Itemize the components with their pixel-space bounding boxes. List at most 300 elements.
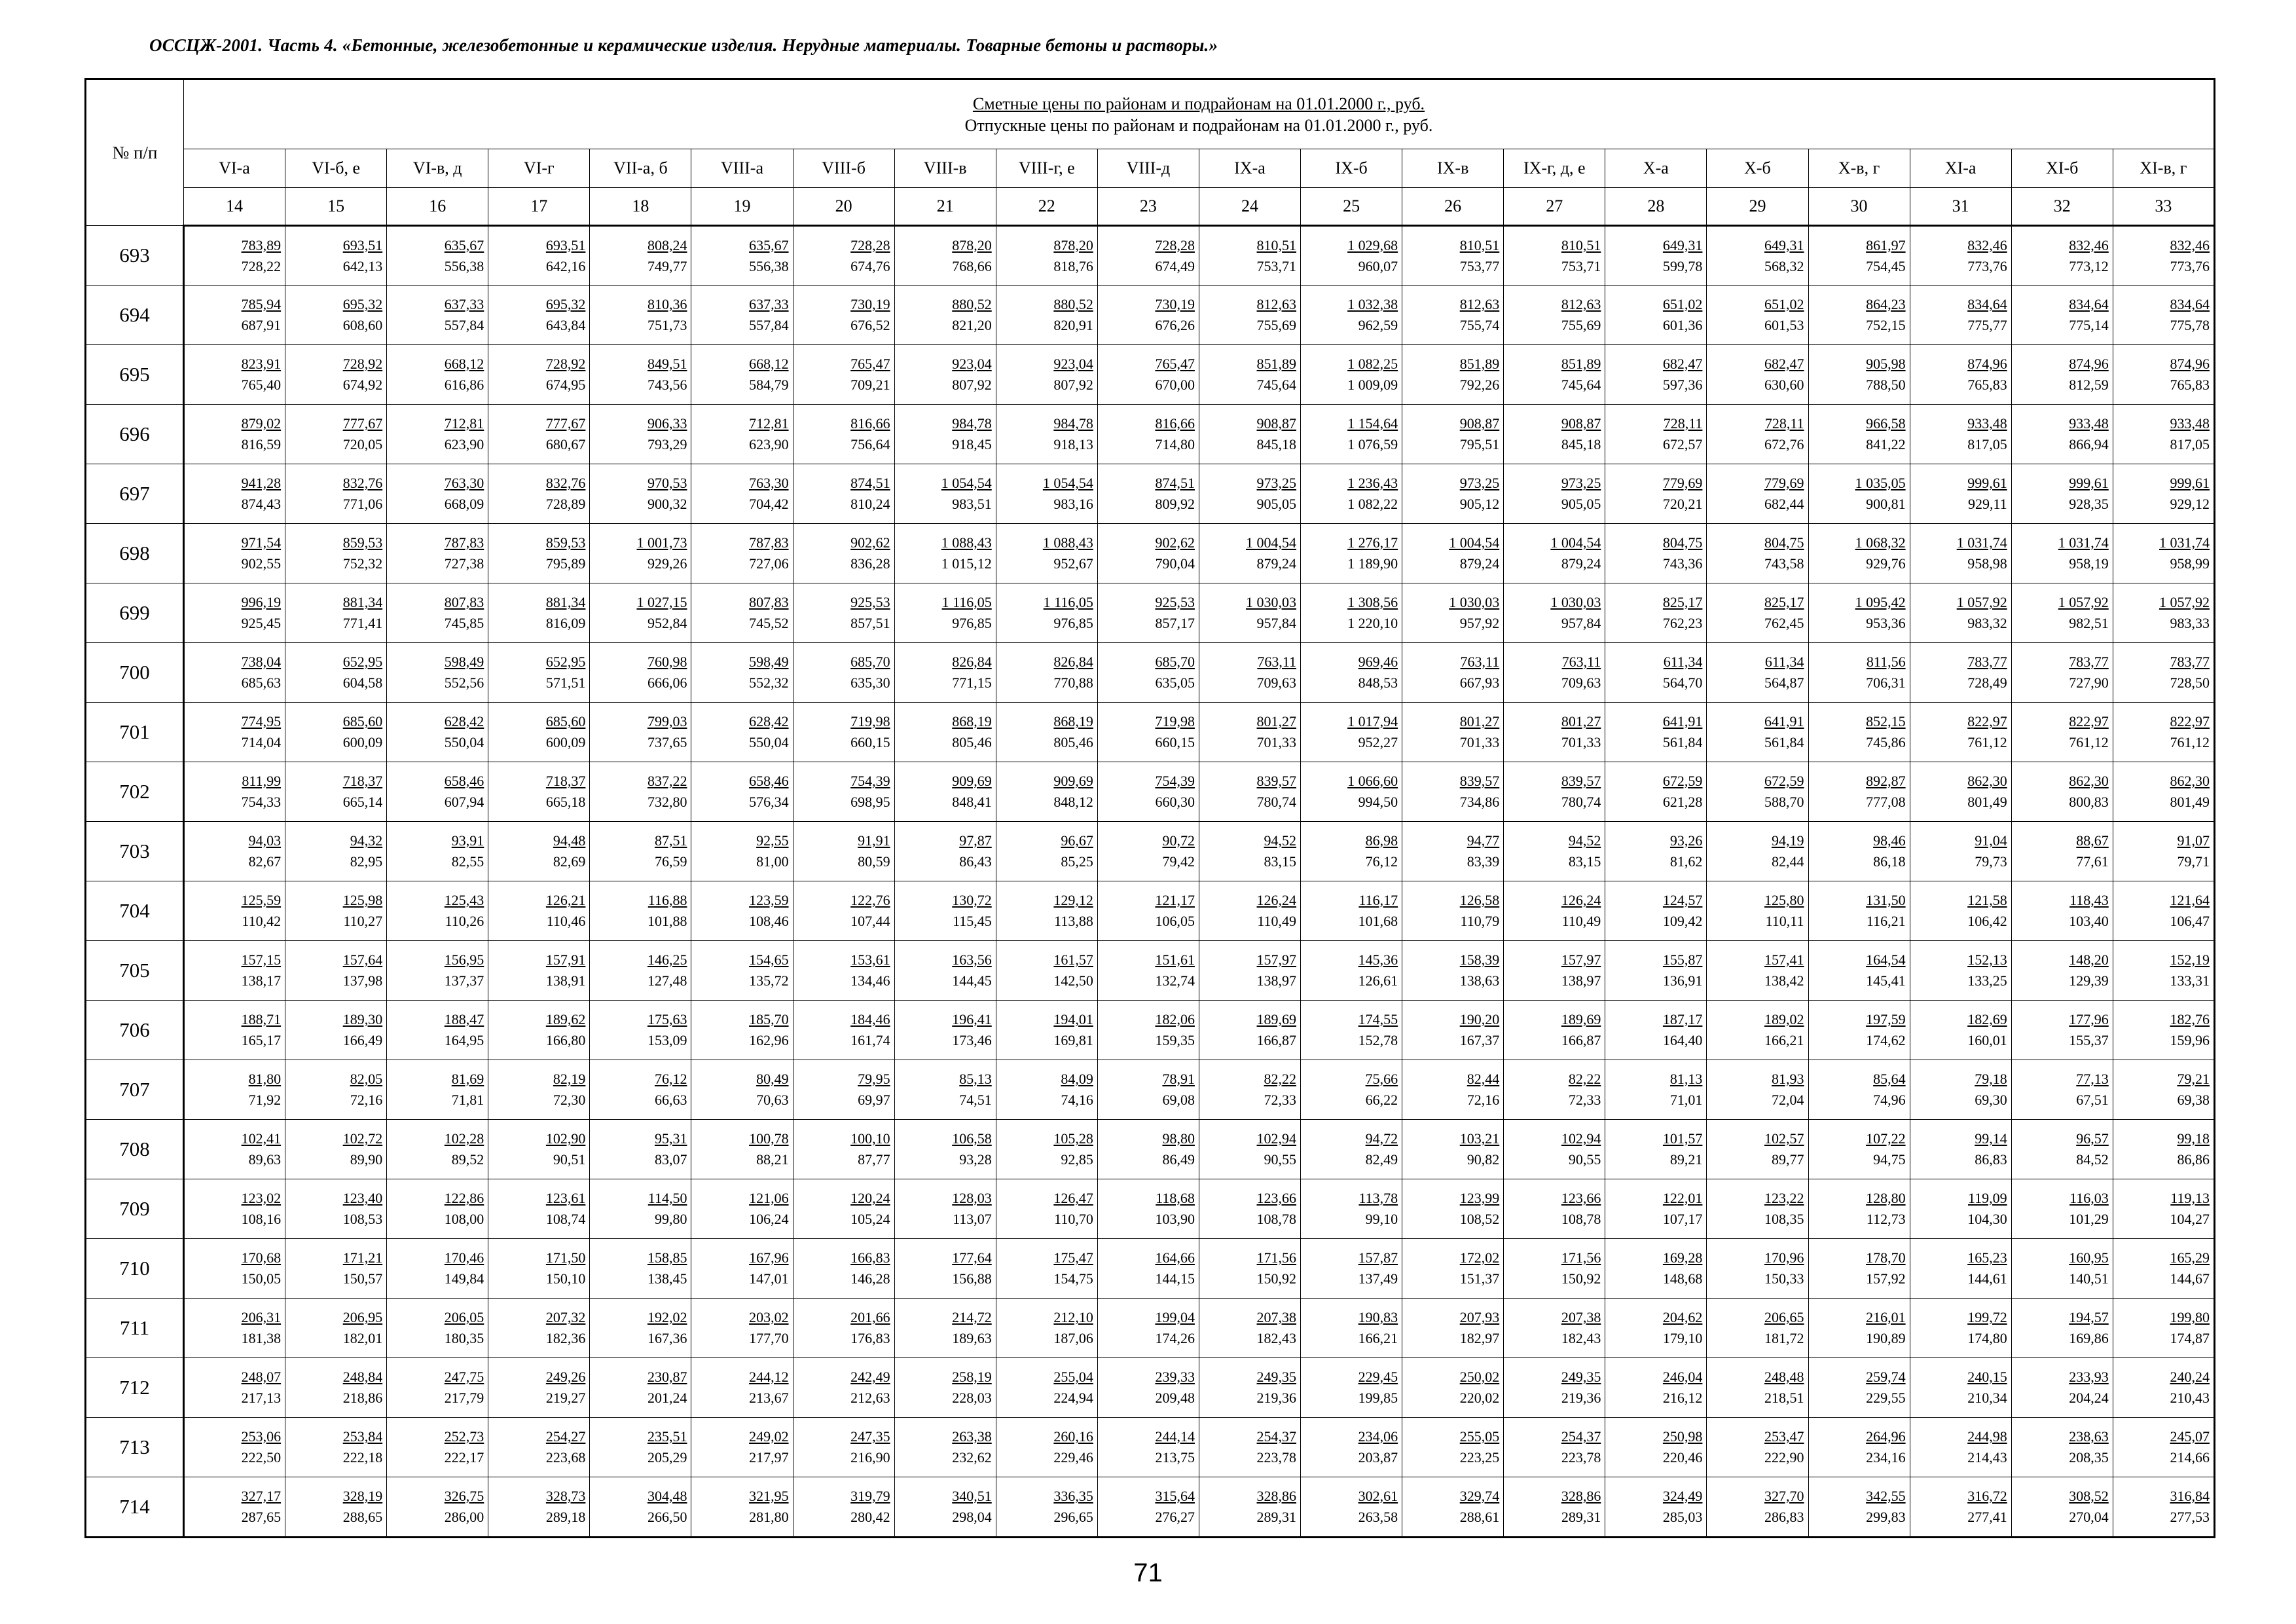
wholesale-price: 1 076,59 [1347, 436, 1398, 452]
price-cell [387, 1239, 488, 1299]
wholesale-price: 288,65 [342, 1509, 383, 1525]
price-cell [1504, 405, 1605, 464]
estimated-price: 832,76 [545, 475, 586, 491]
price-cell [488, 1001, 590, 1060]
price-cell [1707, 822, 1808, 881]
estimated-price: 178,70 [1866, 1249, 1906, 1266]
price-cell [387, 345, 488, 405]
price-cell [1808, 941, 1910, 1001]
price-cell [691, 1418, 793, 1477]
price-cell [1097, 881, 1199, 941]
wholesale-price: 820,91 [1053, 317, 1093, 333]
wholesale-price: 174,62 [1866, 1032, 1906, 1048]
wholesale-price: 76,12 [1365, 853, 1398, 870]
wholesale-price: 89,21 [1669, 1151, 1703, 1168]
wholesale-price: 90,82 [1467, 1151, 1500, 1168]
price-cell [1199, 941, 1300, 1001]
price-cell [285, 464, 387, 524]
wholesale-price: 107,17 [1662, 1211, 1703, 1227]
wholesale-price: 299,83 [1866, 1509, 1906, 1525]
price-cell [894, 524, 996, 583]
estimated-price: 861,97 [1866, 236, 1906, 253]
wholesale-price: 137,37 [444, 972, 484, 989]
wholesale-price: 89,90 [350, 1151, 383, 1168]
price-cell [2011, 643, 2113, 703]
price-cell [387, 703, 488, 762]
estimated-price: 169,28 [1662, 1249, 1703, 1266]
estimated-price: 240,24 [2170, 1369, 2210, 1385]
region-header-row [86, 149, 2215, 188]
estimated-price: 999,61 [2170, 475, 2210, 491]
wholesale-price: 994,50 [1358, 794, 1398, 810]
wholesale-price: 660,15 [1155, 734, 1195, 750]
price-cell [996, 405, 1097, 464]
price-cell [691, 1299, 793, 1358]
estimated-price: 685,70 [850, 654, 890, 670]
wholesale-price: 142,50 [1053, 972, 1093, 989]
estimated-price: 81,93 [1772, 1071, 1804, 1087]
wholesale-price: 155,37 [2069, 1032, 2109, 1048]
estimated-price: 189,69 [1561, 1011, 1601, 1027]
wholesale-price: 144,67 [2170, 1270, 2210, 1287]
price-cell [1504, 286, 1605, 345]
estimated-price: 839,57 [1459, 773, 1500, 789]
wholesale-price: 289,31 [1256, 1509, 1297, 1525]
wholesale-price: 770,88 [1053, 674, 1093, 691]
wholesale-price: 161,74 [850, 1032, 890, 1048]
price-cell [285, 1001, 387, 1060]
estimated-price: 116,17 [1358, 892, 1398, 908]
price-cell [1910, 1179, 2011, 1239]
estimated-price: 851,89 [1561, 356, 1601, 372]
table-row [86, 345, 2215, 405]
estimated-price: 826,84 [952, 654, 992, 670]
estimated-price: 192,02 [647, 1309, 687, 1325]
wholesale-price: 140,51 [2069, 1270, 2109, 1287]
price-cell [1097, 1060, 1199, 1120]
price-cell [1402, 941, 1504, 1001]
price-cell [1097, 703, 1199, 762]
price-cell [1910, 1418, 2011, 1477]
wholesale-price: 106,42 [1967, 913, 2007, 929]
wholesale-price: 72,04 [1772, 1092, 1804, 1108]
price-cell [1707, 1239, 1808, 1299]
price-cell [1707, 464, 1808, 524]
price-cell [1707, 643, 1808, 703]
wholesale-price: 159,96 [2170, 1032, 2210, 1048]
wholesale-price: 66,63 [654, 1092, 687, 1108]
estimated-price: 128,80 [1866, 1190, 1906, 1206]
estimated-price: 695,32 [342, 296, 383, 312]
estimated-price: 188,71 [241, 1011, 282, 1027]
wholesale-price: 743,58 [1764, 555, 1804, 572]
wholesale-price: 106,05 [1155, 913, 1195, 929]
price-cell [1199, 703, 1300, 762]
wholesale-price: 793,29 [647, 436, 687, 452]
price-cell [1910, 881, 2011, 941]
wholesale-price: 110,70 [1054, 1211, 1093, 1227]
price-cell [285, 524, 387, 583]
price-cell [488, 1179, 590, 1239]
estimated-price: 971,54 [241, 534, 282, 551]
estimated-price: 859,53 [545, 534, 586, 551]
wholesale-price: 962,59 [1358, 317, 1398, 333]
region-header: XI-а [1910, 149, 2011, 188]
price-cell [894, 464, 996, 524]
estimated-price: 1 057,92 [2159, 594, 2210, 610]
price-cell [1504, 1299, 1605, 1358]
estimated-price: 126,24 [1256, 892, 1297, 908]
estimated-price: 823,91 [241, 356, 282, 372]
estimated-price: 635,67 [444, 236, 484, 253]
wholesale-price: 720,05 [342, 436, 383, 452]
region-header: VI-г [488, 149, 590, 188]
estimated-price: 116,88 [647, 892, 687, 908]
estimated-price: 969,46 [1358, 654, 1398, 670]
wholesale-price: 857,17 [1155, 615, 1195, 631]
estimated-price: 611,34 [1663, 654, 1703, 670]
wholesale-price: 879,24 [1459, 555, 1500, 572]
wholesale-price: 147,01 [749, 1270, 789, 1287]
wholesale-price: 110,27 [343, 913, 383, 929]
wholesale-price: 753,71 [1256, 257, 1297, 274]
price-cell [387, 1120, 488, 1179]
price-cell [2113, 524, 2214, 583]
estimated-price: 327,17 [241, 1488, 282, 1504]
price-cell [285, 1418, 387, 1477]
estimated-price: 807,83 [444, 594, 484, 610]
wholesale-price: 72,33 [1264, 1092, 1297, 1108]
estimated-price: 91,04 [1975, 832, 2007, 849]
wholesale-price: 801,49 [2170, 794, 2210, 810]
wholesale-price: 698,95 [850, 794, 890, 810]
wholesale-price: 561,84 [1764, 734, 1804, 750]
estimated-price: 204,62 [1662, 1309, 1703, 1325]
price-cell [691, 524, 793, 583]
price-cell [1910, 583, 2011, 643]
estimated-price: 651,02 [1764, 296, 1804, 312]
price-cell [590, 226, 691, 286]
estimated-price: 839,57 [1561, 773, 1601, 789]
price-cell [1707, 762, 1808, 822]
wholesale-price: 83,15 [1568, 853, 1601, 870]
estimated-price: 121,58 [1967, 892, 2007, 908]
price-cell [1605, 1358, 1707, 1418]
price-cell [1199, 822, 1300, 881]
estimated-price: 1 276,17 [1347, 534, 1398, 551]
price-cell [1199, 226, 1300, 286]
wholesale-price: 866,94 [2069, 436, 2109, 452]
wholesale-price: 709,63 [1256, 674, 1297, 691]
estimated-price: 252,73 [444, 1428, 484, 1445]
estimated-price: 874,96 [1967, 356, 2007, 372]
price-cell [1301, 464, 1402, 524]
price-cell [184, 1120, 285, 1179]
estimated-price: 906,33 [647, 415, 687, 432]
wholesale-price: 105,24 [850, 1211, 890, 1227]
estimated-price: 321,95 [749, 1488, 789, 1504]
wholesale-price: 72,16 [350, 1092, 383, 1108]
price-cell [894, 762, 996, 822]
price-cell [894, 286, 996, 345]
wholesale-price: 709,21 [850, 377, 890, 393]
price-cell [1707, 524, 1808, 583]
estimated-price: 172,02 [1459, 1249, 1500, 1266]
estimated-price: 973,25 [1561, 475, 1601, 491]
estimated-price: 799,03 [647, 713, 687, 729]
estimated-price: 107,22 [1866, 1130, 1906, 1147]
wholesale-price: 674,92 [342, 377, 383, 393]
wholesale-price: 110,49 [1257, 913, 1297, 929]
wholesale-price: 780,74 [1256, 794, 1297, 810]
region-header: VI-а [184, 149, 285, 188]
price-cell [2113, 1060, 2214, 1120]
price-cell [488, 226, 590, 286]
wholesale-price: 126,61 [1358, 972, 1398, 989]
estimated-price: 834,64 [1967, 296, 2007, 312]
price-cell [996, 1120, 1097, 1179]
table-row [86, 762, 2215, 822]
wholesale-price: 845,18 [1561, 436, 1601, 452]
estimated-price: 637,33 [749, 296, 789, 312]
estimated-price: 682,47 [1662, 356, 1703, 372]
estimated-price: 1 057,92 [1956, 594, 2007, 610]
price-cell [590, 464, 691, 524]
wholesale-price: 732,80 [647, 794, 687, 810]
estimated-price: 1 054,54 [941, 475, 992, 491]
price-cell [184, 643, 285, 703]
estimated-price: 641,91 [1662, 713, 1703, 729]
wholesale-price: 1 220,10 [1347, 615, 1398, 631]
wholesale-price: 752,32 [342, 555, 383, 572]
price-cell [1504, 1239, 1605, 1299]
estimated-price: 672,59 [1764, 773, 1804, 789]
wholesale-price: 69,97 [858, 1092, 890, 1108]
estimated-price: 125,43 [444, 892, 484, 908]
estimated-price: 308,52 [2069, 1488, 2109, 1504]
wholesale-price: 983,32 [1967, 615, 2007, 631]
price-cell [793, 643, 894, 703]
estimated-price: 123,40 [342, 1190, 383, 1206]
wholesale-price: 101,29 [2069, 1211, 2109, 1227]
table-row [86, 1418, 2215, 1477]
table-row [86, 881, 2215, 941]
column-number: 31 [1910, 188, 2011, 226]
estimated-price: 160,95 [2069, 1249, 2109, 1266]
price-cell [590, 286, 691, 345]
price-cell [2011, 1239, 2113, 1299]
estimated-price: 695,32 [545, 296, 586, 312]
price-cell [285, 1179, 387, 1239]
estimated-price: 121,64 [2170, 892, 2210, 908]
price-cell [1910, 405, 2011, 464]
price-cell [996, 1299, 1097, 1358]
estimated-price: 248,84 [342, 1369, 383, 1385]
estimated-price: 874,51 [1155, 475, 1195, 491]
price-cell [793, 1179, 894, 1239]
column-number: 24 [1199, 188, 1300, 226]
estimated-price: 641,91 [1764, 713, 1804, 729]
price-cell [793, 703, 894, 762]
price-cell [1808, 226, 1910, 286]
price-cell [1402, 345, 1504, 405]
wholesale-price: 298,04 [952, 1509, 992, 1525]
estimated-price: 103,21 [1459, 1130, 1500, 1147]
price-table [84, 78, 2215, 1538]
wholesale-price: 79,71 [2177, 853, 2210, 870]
price-cell [590, 405, 691, 464]
price-cell [488, 703, 590, 762]
wholesale-price: 674,76 [850, 257, 890, 274]
price-cell [387, 941, 488, 1001]
price-cell [1605, 1179, 1707, 1239]
estimated-price: 973,25 [1256, 475, 1297, 491]
price-cell [2011, 703, 2113, 762]
estimated-price: 248,07 [241, 1369, 282, 1385]
wholesale-price: 108,00 [444, 1211, 484, 1227]
price-cell [2113, 881, 2214, 941]
wholesale-price: 108,53 [342, 1211, 383, 1227]
wholesale-price: 929,12 [2170, 496, 2210, 512]
wholesale-price: 145,41 [1866, 972, 1906, 989]
wholesale-price: 138,63 [1459, 972, 1500, 989]
price-cell [1605, 1239, 1707, 1299]
estimated-price: 196,41 [952, 1011, 992, 1027]
estimated-price: 233,93 [2069, 1369, 2109, 1385]
price-cell [1707, 345, 1808, 405]
wholesale-price: 224,94 [1053, 1390, 1093, 1406]
wholesale-price: 190,89 [1866, 1330, 1906, 1346]
price-cell [1402, 762, 1504, 822]
price-cell [1097, 583, 1199, 643]
price-cell [1910, 1477, 2011, 1538]
wholesale-price: 151,37 [1459, 1270, 1500, 1287]
wholesale-price: 79,73 [1975, 853, 2007, 870]
wholesale-price: 286,83 [1764, 1509, 1804, 1525]
price-cell [1097, 464, 1199, 524]
wholesale-price: 169,86 [2069, 1330, 2109, 1346]
table-row [86, 703, 2215, 762]
row-number: 713 [86, 1418, 184, 1477]
wholesale-price: 848,41 [952, 794, 992, 810]
estimated-price: 779,69 [1764, 475, 1804, 491]
price-cell [1605, 1418, 1707, 1477]
wholesale-price: 807,92 [952, 377, 992, 393]
price-cell [285, 1239, 387, 1299]
price-cell [184, 703, 285, 762]
estimated-price: 230,87 [647, 1369, 687, 1385]
wholesale-price: 1 009,09 [1347, 377, 1398, 393]
estimated-price: 264,96 [1866, 1428, 1906, 1445]
wholesale-price: 621,28 [1662, 794, 1703, 810]
estimated-price: 693,51 [342, 236, 383, 253]
wholesale-price: 108,16 [241, 1211, 282, 1227]
price-cell [2113, 345, 2214, 405]
wholesale-price: 150,92 [1561, 1270, 1601, 1287]
price-cell [285, 226, 387, 286]
wholesale-price: 146,28 [850, 1270, 890, 1287]
price-cell [590, 583, 691, 643]
column-number: 21 [894, 188, 996, 226]
price-cell [691, 643, 793, 703]
price-cell [1199, 1179, 1300, 1239]
price-cell [488, 1418, 590, 1477]
estimated-price: 598,49 [749, 654, 789, 670]
row-number: 707 [86, 1060, 184, 1120]
estimated-price: 184,46 [850, 1011, 890, 1027]
estimated-price: 106,58 [952, 1130, 992, 1147]
wholesale-price: 775,14 [2069, 317, 2109, 333]
estimated-price: 859,53 [342, 534, 383, 551]
estimated-price: 1 027,15 [636, 594, 687, 610]
price-cell [184, 941, 285, 1001]
wholesale-price: 110,11 [1765, 913, 1804, 929]
wholesale-price: 727,06 [749, 555, 789, 572]
wholesale-price: 72,33 [1568, 1092, 1601, 1108]
estimated-price: 126,58 [1459, 892, 1500, 908]
estimated-price: 157,97 [1256, 951, 1297, 968]
wholesale-price: 952,84 [647, 615, 687, 631]
estimated-price: 100,10 [850, 1130, 890, 1147]
wholesale-price: 216,12 [1662, 1390, 1703, 1406]
estimated-price: 249,26 [545, 1369, 586, 1385]
wholesale-price: 92,85 [1061, 1151, 1093, 1168]
wholesale-price: 89,77 [1772, 1151, 1804, 1168]
wholesale-price: 180,35 [444, 1330, 484, 1346]
wholesale-price: 213,67 [749, 1390, 789, 1406]
estimated-price: 174,55 [1358, 1011, 1398, 1027]
wholesale-price: 597,36 [1662, 377, 1703, 393]
wholesale-price: 734,86 [1459, 794, 1500, 810]
wholesale-price: 771,06 [342, 496, 383, 512]
wholesale-price: 228,03 [952, 1390, 992, 1406]
price-cell [1605, 1001, 1707, 1060]
price-cell [2113, 1358, 2214, 1418]
wholesale-price: 70,63 [756, 1092, 789, 1108]
wholesale-price: 110,79 [1460, 913, 1500, 929]
price-cell [1605, 703, 1707, 762]
region-header: X-а [1605, 149, 1707, 188]
price-cell [285, 286, 387, 345]
estimated-price: 712,81 [444, 415, 484, 432]
wholesale-price: 749,77 [647, 257, 687, 274]
column-number: 32 [2011, 188, 2113, 226]
wholesale-price: 166,80 [545, 1032, 586, 1048]
wholesale-price: 571,51 [545, 674, 586, 691]
table-row [86, 405, 2215, 464]
wholesale-price: 775,78 [2170, 317, 2210, 333]
estimated-price: 253,47 [1764, 1428, 1804, 1445]
price-cell [387, 1001, 488, 1060]
estimated-price: 123,02 [241, 1190, 282, 1206]
wholesale-price: 1 082,22 [1347, 496, 1398, 512]
price-cell [285, 881, 387, 941]
wholesale-price: 136,91 [1662, 972, 1703, 989]
estimated-price: 832,46 [1967, 236, 2007, 253]
estimated-price: 185,70 [749, 1011, 789, 1027]
price-cell [285, 345, 387, 405]
row-number: 697 [86, 464, 184, 524]
wholesale-price: 204,24 [2069, 1390, 2109, 1406]
wholesale-price: 80,59 [858, 853, 890, 870]
estimated-price: 868,19 [952, 713, 992, 729]
wholesale-price: 817,05 [1967, 436, 2007, 452]
estimated-price: 811,99 [242, 773, 282, 789]
wholesale-price: 182,97 [1459, 1330, 1500, 1346]
price-cell [2011, 226, 2113, 286]
price-cell [2011, 1418, 2113, 1477]
wholesale-price: 81,00 [756, 853, 789, 870]
